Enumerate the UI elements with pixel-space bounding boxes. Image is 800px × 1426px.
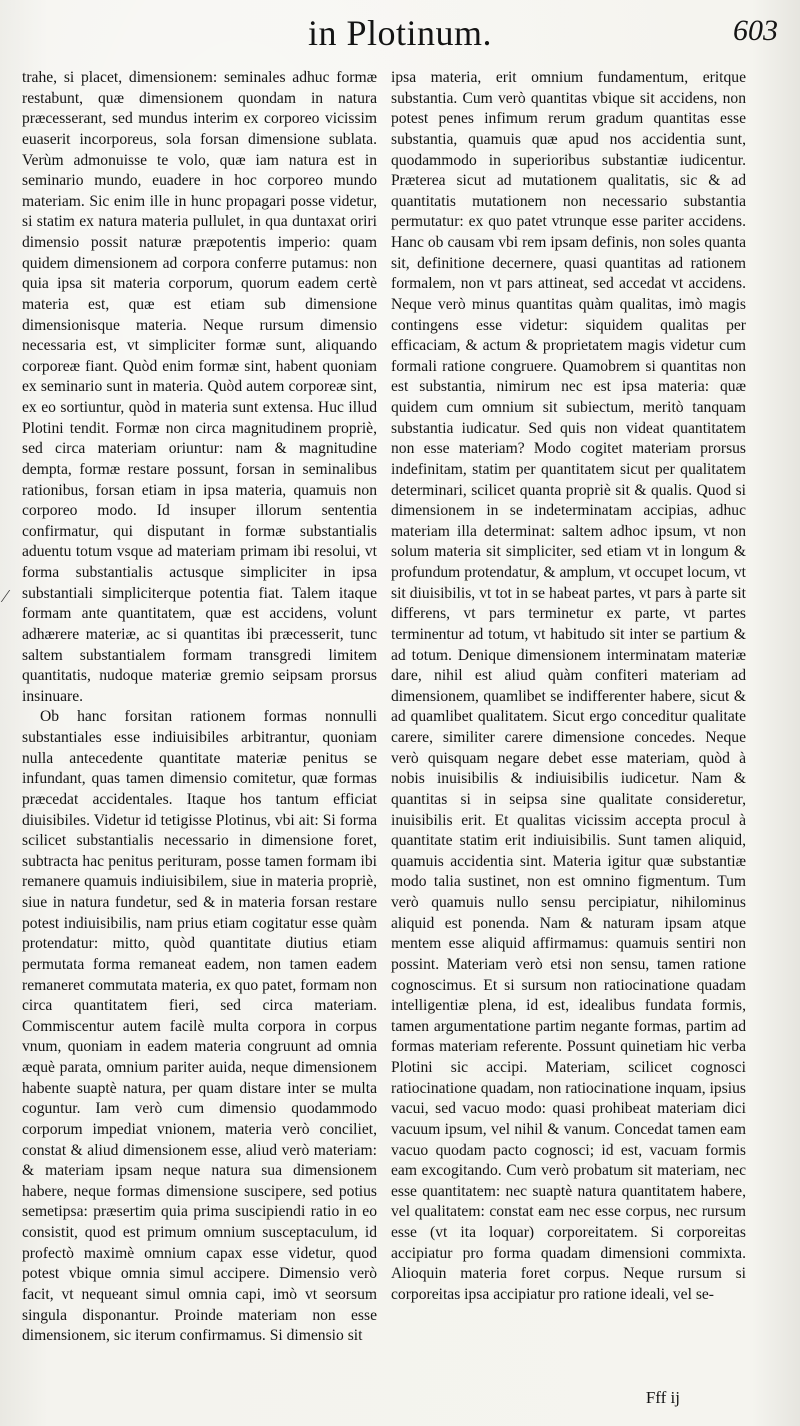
left-paragraph-1: trahe, si placet, dimensionem: seminales adhuc formæ restabunt, quæ dimensionem quondam in natura præcesserant, sed mundus interim ex corporeo vicissim euaserit incorporeus, sola forsan dimensione sublata. Verùm admonuisse te volo, quæ iam natura est in seminario mundo, euadere in hoc corporeo mundo materiam. Sic enim ille in hunc propagari posse videtur, si statim ex natura materia pullulet, in qua duntaxat oriri dimensio possit naturæ præpotentis imperio: quam quidem dimensionem ad corpora conferre putamus: non quia ipsa sit materia corporum, quorum eadem certè materia est, quæ est etiam sub dimensione dimensionisque materia. Neque rursum dimensio necessaria est, vt simpliciter formæ sunt, aliquando corporeæ fiant. Quòd enim formæ sint, habent quoniam ex seminario sunt in materia. Quòd autem corporeæ sint, ex eo sortiuntur, quòd in materia sunt extensa. Huc illud Plotini tendit. Formæ non circa magnitudinem propriè, sed circa materiam oriuntur: nam & magnitudine dempta, formæ restare possunt, forsan in seminalibus rationibus, forsan etiam in ipsa materia, quamuis non corporeo modo. Id insuper illorum sententia confirmatur, qui disputant in formæ substantialis aduentu totum vsque ad materiam primam ibi resolui, vt forma substantialis actusque simpliciter in ipsa substantiali simpliciterque potentia fiat. Talem itaque formam ante quantitatem, quæ est accidens, volunt adhærere materiæ, ac si quantitas ibi præcesserit, tunc saltem substantialem formam transgredi limitem quantitatis, nudoque materiæ gremio seipsam prorsus insinuare. (22, 69, 377, 705)
right-paragraph-1: ipsa materia, erit omnium fundamentum, eritque substantia. Cum verò quantitas vbique sit accidens, non potest penes infimum rerum gradum quantitas esse substantia, quamuis quæ apud nos accidentia sunt, quodammodo in superioribus substantiæ iudicentur. Præterea sicut ad mutationem qualitatis, sic & ad quantitatis mutationem non necessario substantia permutatur: ex quo patet vtrunque esse pariter accidens. Hanc ob causam vbi rem ipsam definis, non soles quanta sit, definitione decernere, quasi quantitas ad rationem formalem, non vt pars attineat, sed accedat vt accidens. Neque verò minus quantitas quàm qualitas, imò magis contingens esse videtur: siquidem qualitas per efficaciam, & actum & proprietatem magis videtur cum formali ratione congruere. Quamobrem si quantitas non est substantia, nimirum nec est ipsa materia: quæ quidem cum omnium sit subiectum, meritò tanquam substantia iudicatur. Sed quis non videat quantitatem non esse materiam? Modo cogitet materiam prorsus indefinitam, statim per quantitatem sicut per qualitatem determinari, scilicet quanta propriè sit & qualis. Quod si dimensionem in se indeterminatam accipias, adhuc materiam illa determinat: saltem adhoc ipsum, vt non solum materia sit simpliciter, sed etiam vt in longum & profundum protendatur, & amplum, vt occupet locum, vt sit diuisibilis, vt tot in se habeat partes, vt pars à parte sit differens, vt pars terminetur ex parte, vt partes terminentur ad totum, vt habitudo sit inter se partium & ad totum. Denique dimensionem interminatam materiæ dare, nihil est aliud quàm confiteri materiam ad dimensionem, quamlibet se indifferenter habere, sicut & ad quamlibet qualitatem. Sicut ergo conceditur qualitate carere, similiter carere dimensione concedes. Neque verò quisquam negare debet esse materiam, quòd à nobis inuisibilis & indiuisibilis iudicetur. Nam & quantitas si in seipsa sine qualitate consideretur, inuisibilis erit. Et qualitas vicissim accepta procul à quantitate statim erit indiuisibilis. Sunt tamen aliquid, quamuis accidentia sint. Materia igitur quæ substantiæ modo talia sustinet, non est omnino figmentum. Tum verò quamuis nullo sensu percipiatur, nihilominus aliquid est ponenda. Nam & naturam ipsam atque mentem esse aliquid affirmamus: quamuis sentiri non possint. Materiam verò etsi non sensu, tamen ratione cognoscimus. Et si sursum non ratiocinatione quadam intelligentiæ plena, id est, idealibus fundata formis, tamen argumentatione partim negante formas, partim ad formas materiam referente. Possunt quinetiam hic verba Plotini sic accipi. Materiam, scilicet cognosci ratiocinatione quadam, non ratiocinatione inquam, ipsius vacui, sed vacuo modo: quasi prohibeat materiam dici vacuum ipsum, vel nihil & vanum. Concedat tamen eam vacuo quodam pacto cognosci; id est, vacuam formis eam excogitando. Cum verò probatum sit materiam, nec esse quantitatem: nec suaptè natura quantitatem habere, vel qualitatem: constat eam nec esse corpus, nec rursum esse (vt ita loquar) corporeitatem. Si corporeitas accipiatur pro forma quadam dimensioni commixta. Alioquin materia foret corpus. Neque rursum si corporeitas ipsa accipiatur pro ratione ideali, vel se- (391, 69, 746, 1303)
left-column (22, 68, 377, 1347)
page-header (0, 12, 800, 68)
left-paragraph-2: Ob hanc forsitan rationem formas nonnulli substantiales esse indiuisibiles arbitrantur, quoniam nulla antecedente quantitate materiæ penitus se infundant, quas tamen dimensio comitetur, quæ formas præcedat accidentales. Itaque hos tantum efficiat diuisibiles. Videtur id tetigisse Plotinus, vbi ait: Si forma scilicet substantialis necessario in dimensione foret, subtracta hac penitus perituram, posse tamen formam ibi remanere quamuis indiuisibilem, siue in materia propriè, siue in natura fundetur, sed & in materia forsan restare potest indiuisibilis, nam prius etiam cogitatur esse quàm protendatur: mitto, quòd quantitate diutius etiam permutata forma remaneat eadem, non tamen eadem remaneret commutata materia, ex quo patet, formam non circa quantitatem fieri, sed circa materiam. Commiscentur autem facilè multa corpora in corpus vnum, quoniam in eadem materia congruunt ad omnia æquè parata, omnium pariter auida, neque dimensionem habente suaptè natura, per quam distare inter se multa coguntur. Iam verò cum dimensio quodammodo corporum impediat vnionem, materia verò conciliet, constat & aliud dimensionem esse, aliud verò materiam: & materiam ipsam neque natura sua dimensionem habere, neque formas dimensione suscipere, sed potius semetipsa: præsertim quia prima suscipiendi ratio in eo consistit, quod est primum omnium susceptaculum, id profectò maximè omnium capax esse videtur, quod potest vbique omnia simul accipere. Dimensio verò facit, vt nequeant simul omnia capi, imò vt seorsum singula disponantur. Proinde materiam non esse dimensionem, sic iterum confirmamus. Si dimensio sit (22, 708, 377, 1345)
margin-annotation-mark: ⁄ (4, 586, 8, 606)
page-number: 603 (733, 14, 778, 47)
printer-signature: Fff ij (645, 1388, 680, 1407)
running-title: in Plotinum. (307, 13, 493, 53)
right-column (391, 68, 746, 1306)
